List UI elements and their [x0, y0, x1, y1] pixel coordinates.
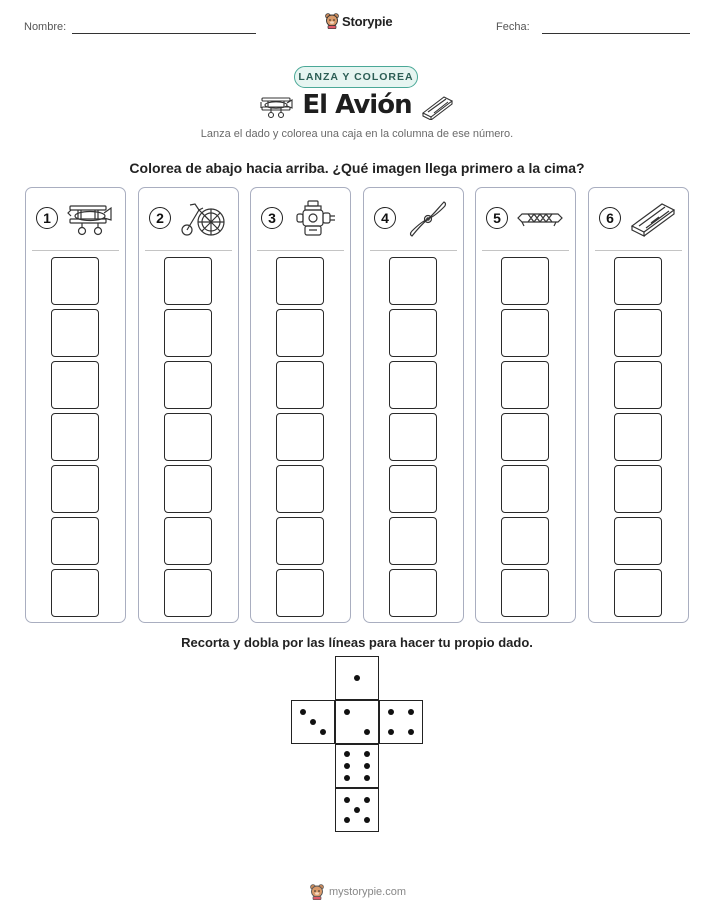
- color-box[interactable]: [614, 361, 662, 409]
- color-box[interactable]: [164, 569, 212, 617]
- pip: [364, 751, 370, 757]
- pip: [354, 807, 360, 813]
- name-line[interactable]: [72, 33, 256, 34]
- color-box[interactable]: [501, 361, 549, 409]
- column-number: 3: [261, 207, 283, 229]
- color-box[interactable]: [51, 361, 99, 409]
- pip: [364, 729, 370, 735]
- pip: [344, 709, 350, 715]
- color-box[interactable]: [164, 257, 212, 305]
- column-3: [250, 187, 351, 623]
- color-box[interactable]: [276, 569, 324, 617]
- column-divider: [145, 250, 232, 251]
- biplane-icon: [66, 200, 114, 238]
- pip: [408, 709, 414, 715]
- color-box[interactable]: [501, 517, 549, 565]
- wood-plank-icon: [629, 200, 677, 238]
- column-header: [589, 200, 688, 240]
- date-line[interactable]: [542, 33, 690, 34]
- column-number: 4: [374, 207, 396, 229]
- pip: [300, 709, 306, 715]
- pip: [388, 729, 394, 735]
- die-face-6[interactable]: [335, 744, 379, 788]
- footer: [310, 884, 406, 900]
- pip: [364, 775, 370, 781]
- column-6: [588, 187, 689, 623]
- column-divider: [482, 250, 569, 251]
- pip: [344, 763, 350, 769]
- column-2: [138, 187, 239, 623]
- color-box[interactable]: [501, 309, 549, 357]
- color-box[interactable]: [276, 361, 324, 409]
- activity-badge: LANZA Y COLOREA: [294, 66, 418, 88]
- date-label: Fecha:: [496, 21, 530, 33]
- color-box[interactable]: [389, 569, 437, 617]
- bear-mascot-icon: [325, 13, 339, 29]
- column-header: [26, 200, 125, 240]
- color-box[interactable]: [51, 413, 99, 461]
- instruction-coloring: Colorea de abajo hacia arriba. ¿Qué imagen llega primero a la cima?: [129, 160, 585, 176]
- pip: [364, 763, 370, 769]
- color-box[interactable]: [164, 361, 212, 409]
- pip: [344, 817, 350, 823]
- column-header: [139, 200, 238, 240]
- brand-name: Storypie: [342, 13, 393, 29]
- bear-mascot-icon: [310, 884, 324, 900]
- color-box[interactable]: [164, 517, 212, 565]
- pip: [408, 729, 414, 735]
- color-box[interactable]: [51, 309, 99, 357]
- column-divider: [595, 250, 682, 251]
- pip: [354, 675, 360, 681]
- color-box[interactable]: [51, 257, 99, 305]
- biplane-icon: [258, 94, 294, 120]
- die-face-2[interactable]: [335, 700, 379, 744]
- color-box[interactable]: [276, 517, 324, 565]
- color-box[interactable]: [501, 257, 549, 305]
- column-divider: [32, 250, 119, 251]
- pip: [310, 719, 316, 725]
- column-header: [364, 200, 463, 240]
- column-header: [251, 200, 350, 240]
- color-box[interactable]: [614, 257, 662, 305]
- column-divider: [257, 250, 344, 251]
- color-box[interactable]: [51, 465, 99, 513]
- column-1: [25, 187, 126, 623]
- column-number: 6: [599, 207, 621, 229]
- color-box[interactable]: [276, 413, 324, 461]
- color-box[interactable]: [501, 465, 549, 513]
- color-box[interactable]: [51, 517, 99, 565]
- color-box[interactable]: [276, 309, 324, 357]
- color-box[interactable]: [389, 465, 437, 513]
- pip: [364, 797, 370, 803]
- pip: [364, 817, 370, 823]
- color-box[interactable]: [614, 413, 662, 461]
- color-box[interactable]: [389, 517, 437, 565]
- color-box[interactable]: [164, 309, 212, 357]
- die-face-4[interactable]: [379, 700, 423, 744]
- color-box[interactable]: [276, 465, 324, 513]
- subtitle: Lanza el dado y colorea una caja en la columna de ese número.: [200, 128, 514, 140]
- bicycle-icon: [179, 200, 227, 238]
- color-box[interactable]: [614, 465, 662, 513]
- color-box[interactable]: [614, 517, 662, 565]
- column-number: 5: [486, 207, 508, 229]
- name-label: Nombre:: [24, 21, 67, 33]
- color-box[interactable]: [614, 569, 662, 617]
- column-4: [363, 187, 464, 623]
- color-box[interactable]: [389, 413, 437, 461]
- color-box[interactable]: [389, 257, 437, 305]
- column-number: 2: [149, 207, 171, 229]
- pip: [344, 797, 350, 803]
- pip: [344, 751, 350, 757]
- footer-url[interactable]: mystorypie.com: [329, 886, 407, 898]
- color-box[interactable]: [389, 361, 437, 409]
- die-face-1[interactable]: [335, 656, 379, 700]
- column-header: [476, 200, 575, 240]
- page-title: El Avión: [302, 90, 412, 120]
- color-box[interactable]: [276, 257, 324, 305]
- instruction-die: Recorta y dobla por las líneas para hacer tu propio dado.: [181, 635, 533, 650]
- engine-icon: [291, 200, 339, 238]
- color-box[interactable]: [614, 309, 662, 357]
- color-box[interactable]: [501, 569, 549, 617]
- column-number: 1: [36, 207, 58, 229]
- die-face-3[interactable]: [291, 700, 335, 744]
- pip: [344, 775, 350, 781]
- color-box[interactable]: [51, 569, 99, 617]
- column-5: [475, 187, 576, 623]
- wing-icon: [516, 200, 564, 238]
- pip: [388, 709, 394, 715]
- column-divider: [370, 250, 457, 251]
- wood-plank-icon: [420, 94, 454, 120]
- propeller-icon: [404, 200, 452, 238]
- brand-logo: [325, 13, 392, 29]
- color-box[interactable]: [501, 413, 549, 461]
- die-face-5[interactable]: [335, 788, 379, 832]
- color-box[interactable]: [164, 413, 212, 461]
- pip: [320, 729, 326, 735]
- color-box[interactable]: [389, 309, 437, 357]
- color-box[interactable]: [164, 465, 212, 513]
